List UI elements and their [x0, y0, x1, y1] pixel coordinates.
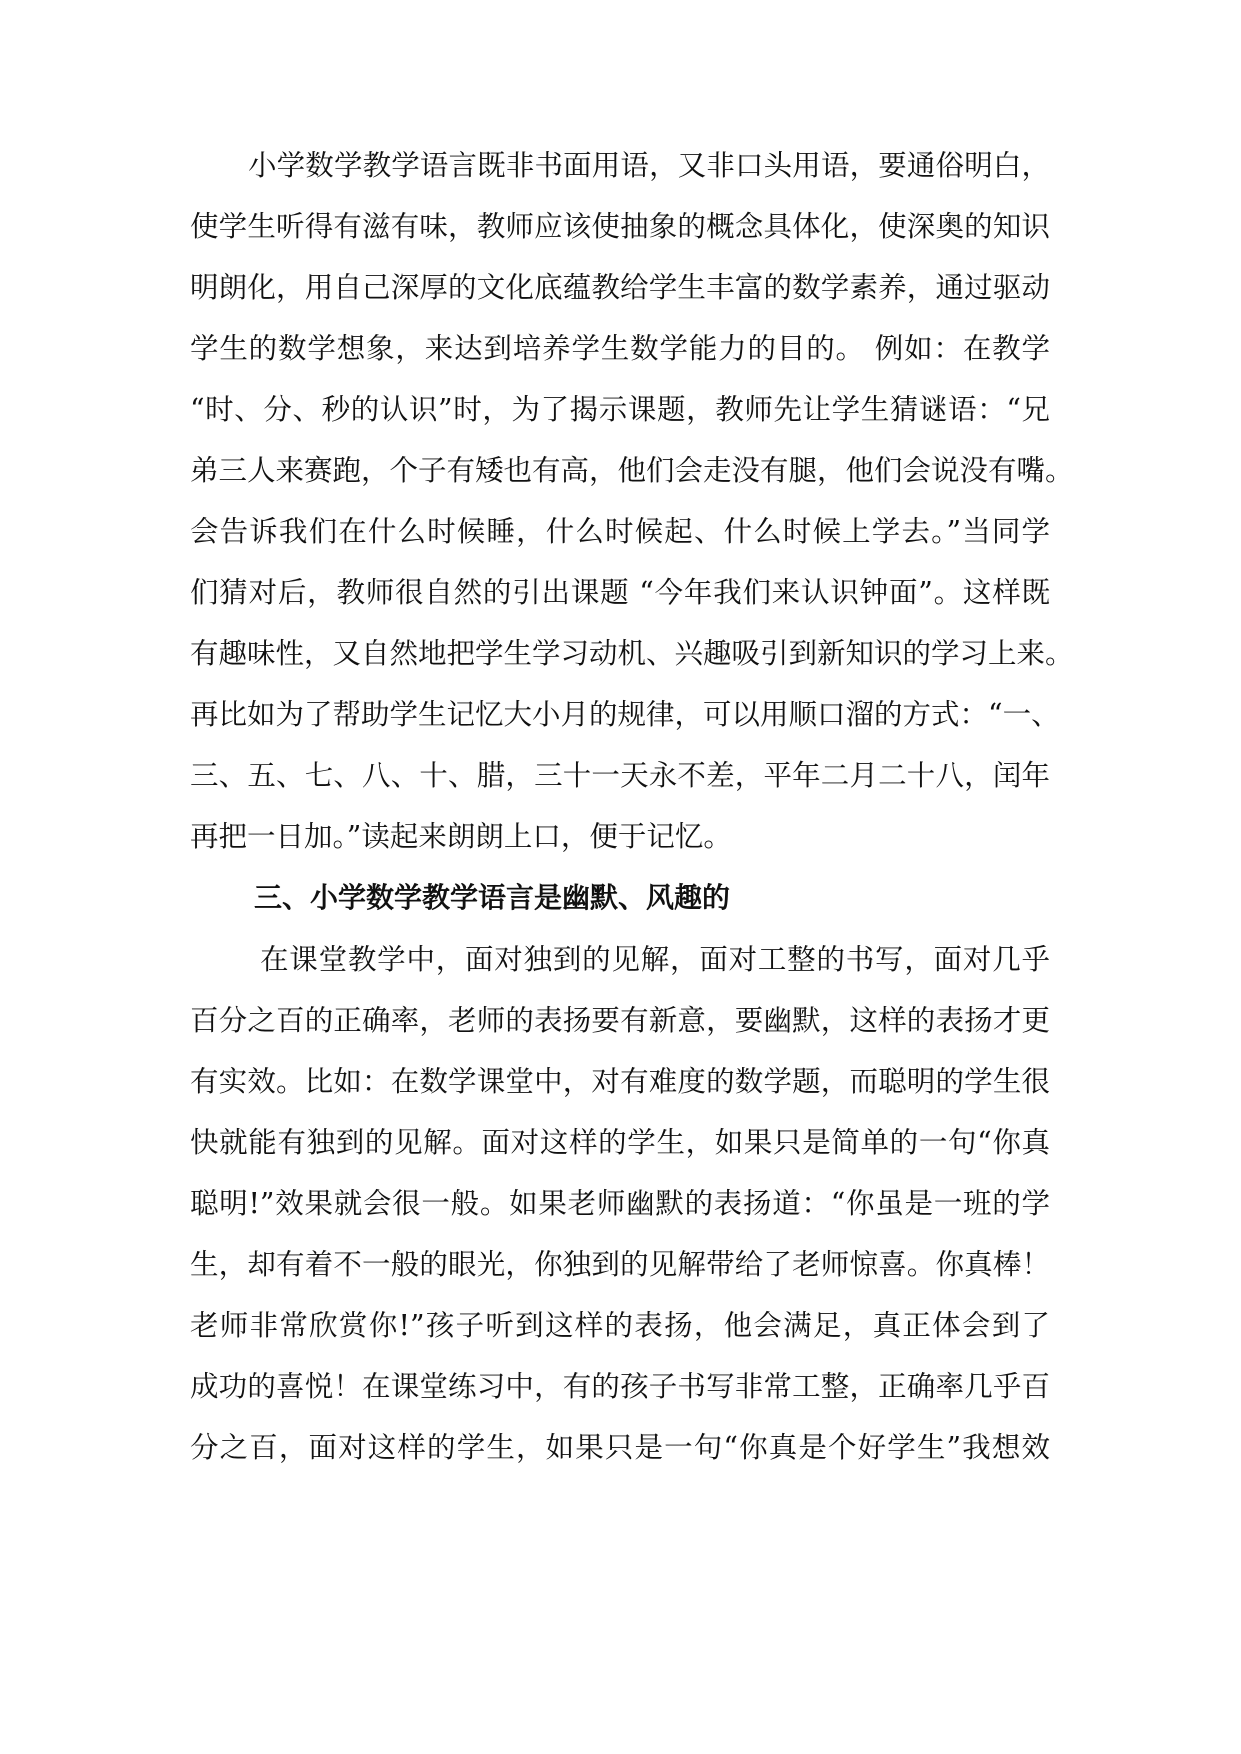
paragraph-line: 有实效。比如：在数学课堂中，对有难度的数学题，而聪明的学生很 — [190, 1065, 1050, 1098]
paragraph-line: 在课堂教学中，面对独到的见解，面对工整的书写，面对几乎 — [260, 943, 1050, 976]
paragraph-line: 三、五、七、八、十、腊，三十一天永不差，平年二月二十八，闰年 — [190, 759, 1050, 792]
paragraph-line: 使学生听得有滋有味，教师应该使抽象的概念具体化，使深奥的知识 — [190, 210, 1050, 243]
paragraph-line: 百分之百的正确率，老师的表扬要有新意，要幽默，这样的表扬才更 — [190, 1004, 1050, 1037]
paragraph-line: 弟三人来赛跑，个子有矮也有高，他们会走没有腿，他们会说没有嘴。 — [190, 454, 1074, 487]
paragraph-line: 成功的喜悦！在课堂练习中，有的孩子书写非常工整，正确率几乎百 — [190, 1370, 1050, 1403]
paragraph-line: 有趣味性，又自然地把学生学习动机、兴趣吸引到新知识的学习上来。 — [190, 637, 1074, 670]
paragraph-line: 生，却有着不一般的眼光，你独到的见解带给了老师惊喜。你真棒！ — [190, 1248, 1050, 1281]
paragraph-line: 快就能有独到的见解。面对这样的学生，如果只是简单的一句“你真 — [190, 1126, 1050, 1159]
paragraph-line: 明朗化，用自己深厚的文化底蕴教给学生丰富的数学素养，通过驱动 — [190, 271, 1050, 304]
paragraph-line: 会告诉我们在什么时候睡，什么时候起、什么时候上学去。”当同学 — [190, 515, 1050, 548]
paragraph-line: 聪明!”效果就会很一般。如果老师幽默的表扬道：“你虽是一班的学 — [190, 1187, 1050, 1220]
paragraph-line: 老师非常欣赏你!”孩子听到这样的表扬，他会满足，真正体会到了 — [190, 1309, 1050, 1342]
paragraph-line: 们猜对后，教师很自然的引出课题 “今年我们来认识钟面”。这样既 — [190, 576, 1050, 609]
paragraph-line: 分之百，面对这样的学生，如果只是一句“你真是个好学生”我想效 — [190, 1431, 1050, 1464]
paragraph-line: “时、分、秒的认识”时，为了揭示课题，教师先让学生猜谜语：“兄 — [190, 393, 1050, 426]
section-heading: 三、小学数学教学语言是幽默、风趣的 — [254, 881, 731, 914]
paragraph-line: 再比如为了帮助学生记忆大小月的规律，可以用顺口溜的方式：“一、 — [190, 698, 1060, 731]
paragraph-line: 学生的数学想象，来达到培养学生数学能力的目的。 例如：在教学 — [190, 332, 1050, 365]
paragraph-line: 再把一日加。”读起来朗朗上口，便于记忆。 — [190, 820, 732, 853]
paragraph-line: 小学数学教学语言既非书面用语，又非口头用语，要通俗明白， — [248, 149, 1050, 182]
